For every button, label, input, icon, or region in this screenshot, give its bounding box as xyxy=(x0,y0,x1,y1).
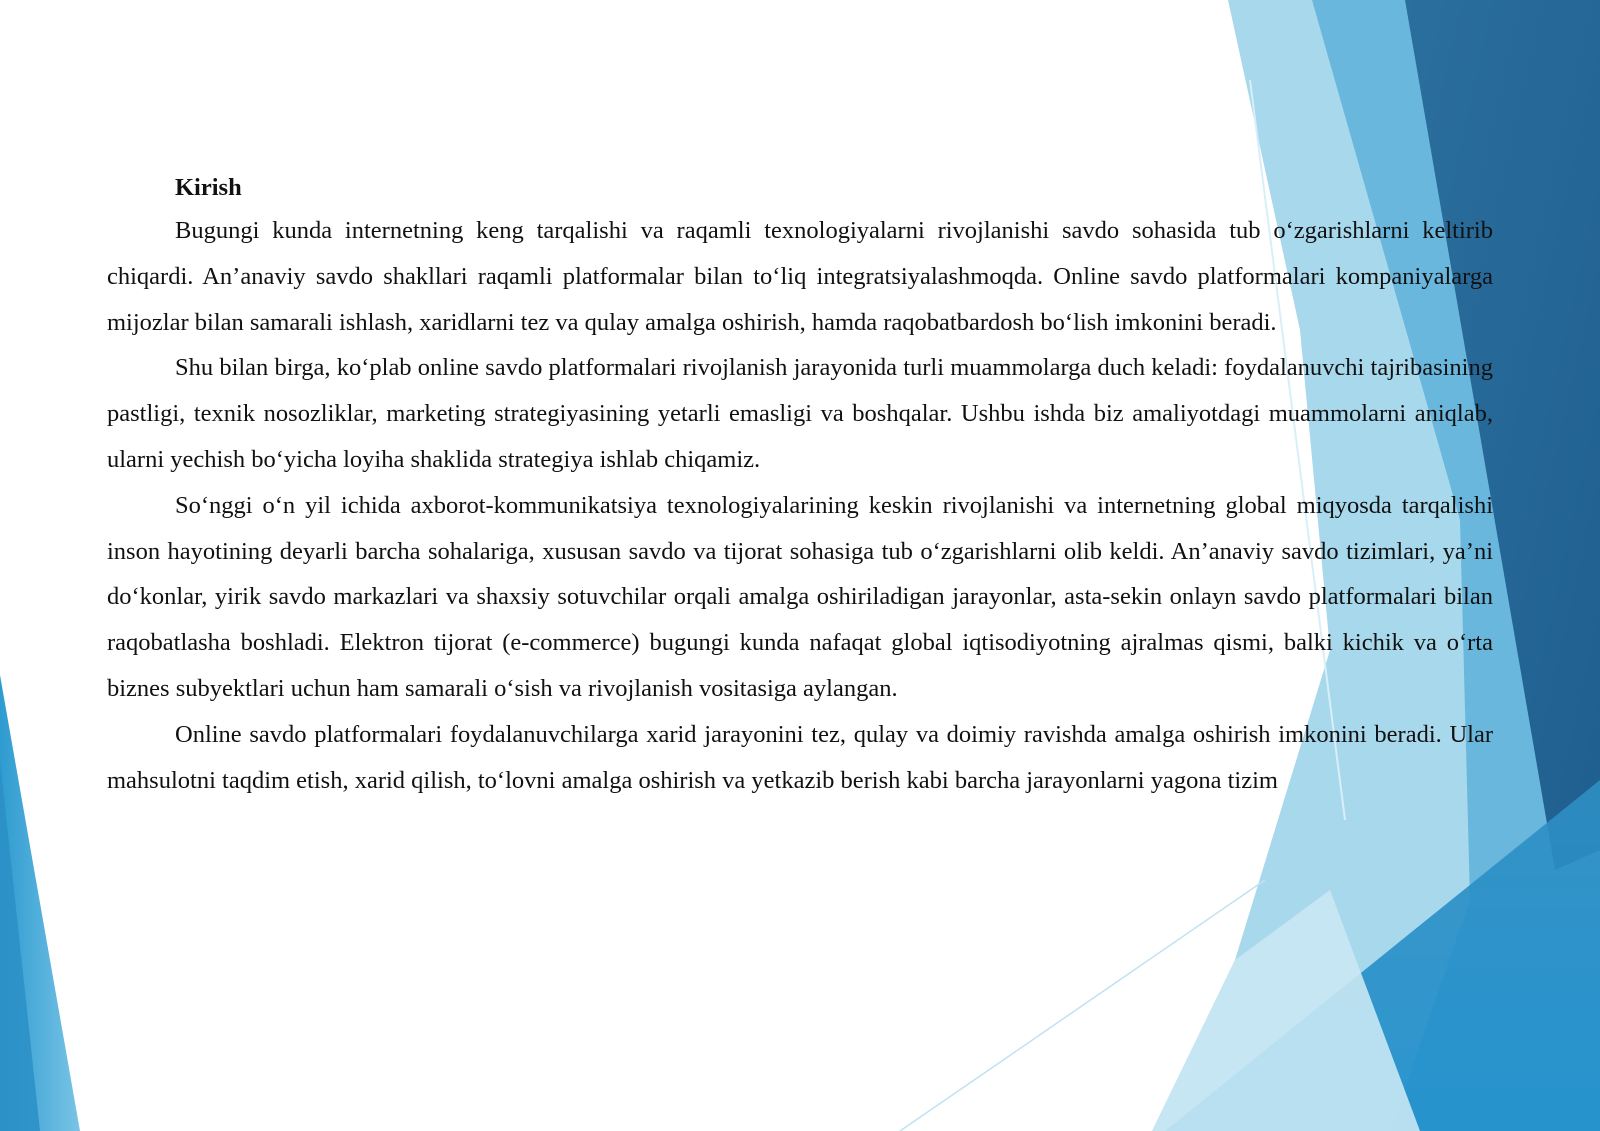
paragraph-1: Bugungi kunda internetning keng tarqalishi va raqamli texnologiyalarni rivojlanishi savdo sohasida tub o‘zgarishlarni keltirib chiqardi. An’anaviy savdo shakllari raqamli platformalar bilan to‘liq integratsiyalashmoqda. Online savdo platformalari kompaniyalarga mijozlar bilan samarali ishlash, xaridlarni tez va qulay amalga oshirish, hamda raqobatbardosh bo‘lish imkonini beradi. xyxy=(107,217,1493,336)
paragraph-4: Online savdo platformalari foydalanuvchilarga xarid jarayonini tez, qulay va doimiy ravishda amalga oshirish imkonini beradi. Ular mahsulotni taqdim etish, xarid qilish, to‘lovni amalga oshirish va yetkazib berish kabi barcha jarayonlarni yagona tizim xyxy=(107,720,1493,794)
document-body xyxy=(107,168,1493,803)
document-heading: Kirish xyxy=(175,174,242,201)
paragraph-3: So‘nggi o‘n yil ichida axborot-kommunikatsiya texnologiyalarining keskin rivojlanishi va internetning global miqyosda tarqalishi inson hayotining deyarli barcha sohalariga, xususan savdo va tijorat sohasiga tub o‘zgarishlarni olib keldi. An’anaviy savdo tizimlari, ya’ni do‘konlar, yirik savdo markazlari va shaxsiy sotuvchilar orqali amalga oshiriladigan jarayonlar, asta-sekin onlayn savdo platformalari bilan raqobatlasha boshladi. Elektron tijorat (e-commerce) bugungi kunda nafaqat global iqtisodiyotning ajralmas qismi, balki kichik va o‘rta biznes subyektlari uchun ham samarali o‘sish va rivojlanish vositasiga aylangan. xyxy=(107,491,1493,702)
paragraph-2: Shu bilan birga, ko‘plab online savdo platformalari rivojlanish jarayonida turli muammolarga duch keladi: foydalanuvchi tajribasining pastligi, texnik nosozliklar, marketing strategiyasining yetarli emasligi va boshqalar. Ushbu ishda biz amaliyotdagi muammolarni aniqlab, ularni yechish bo‘yicha loyiha shaklida strategiya ishlab chiqamiz. xyxy=(107,354,1493,473)
